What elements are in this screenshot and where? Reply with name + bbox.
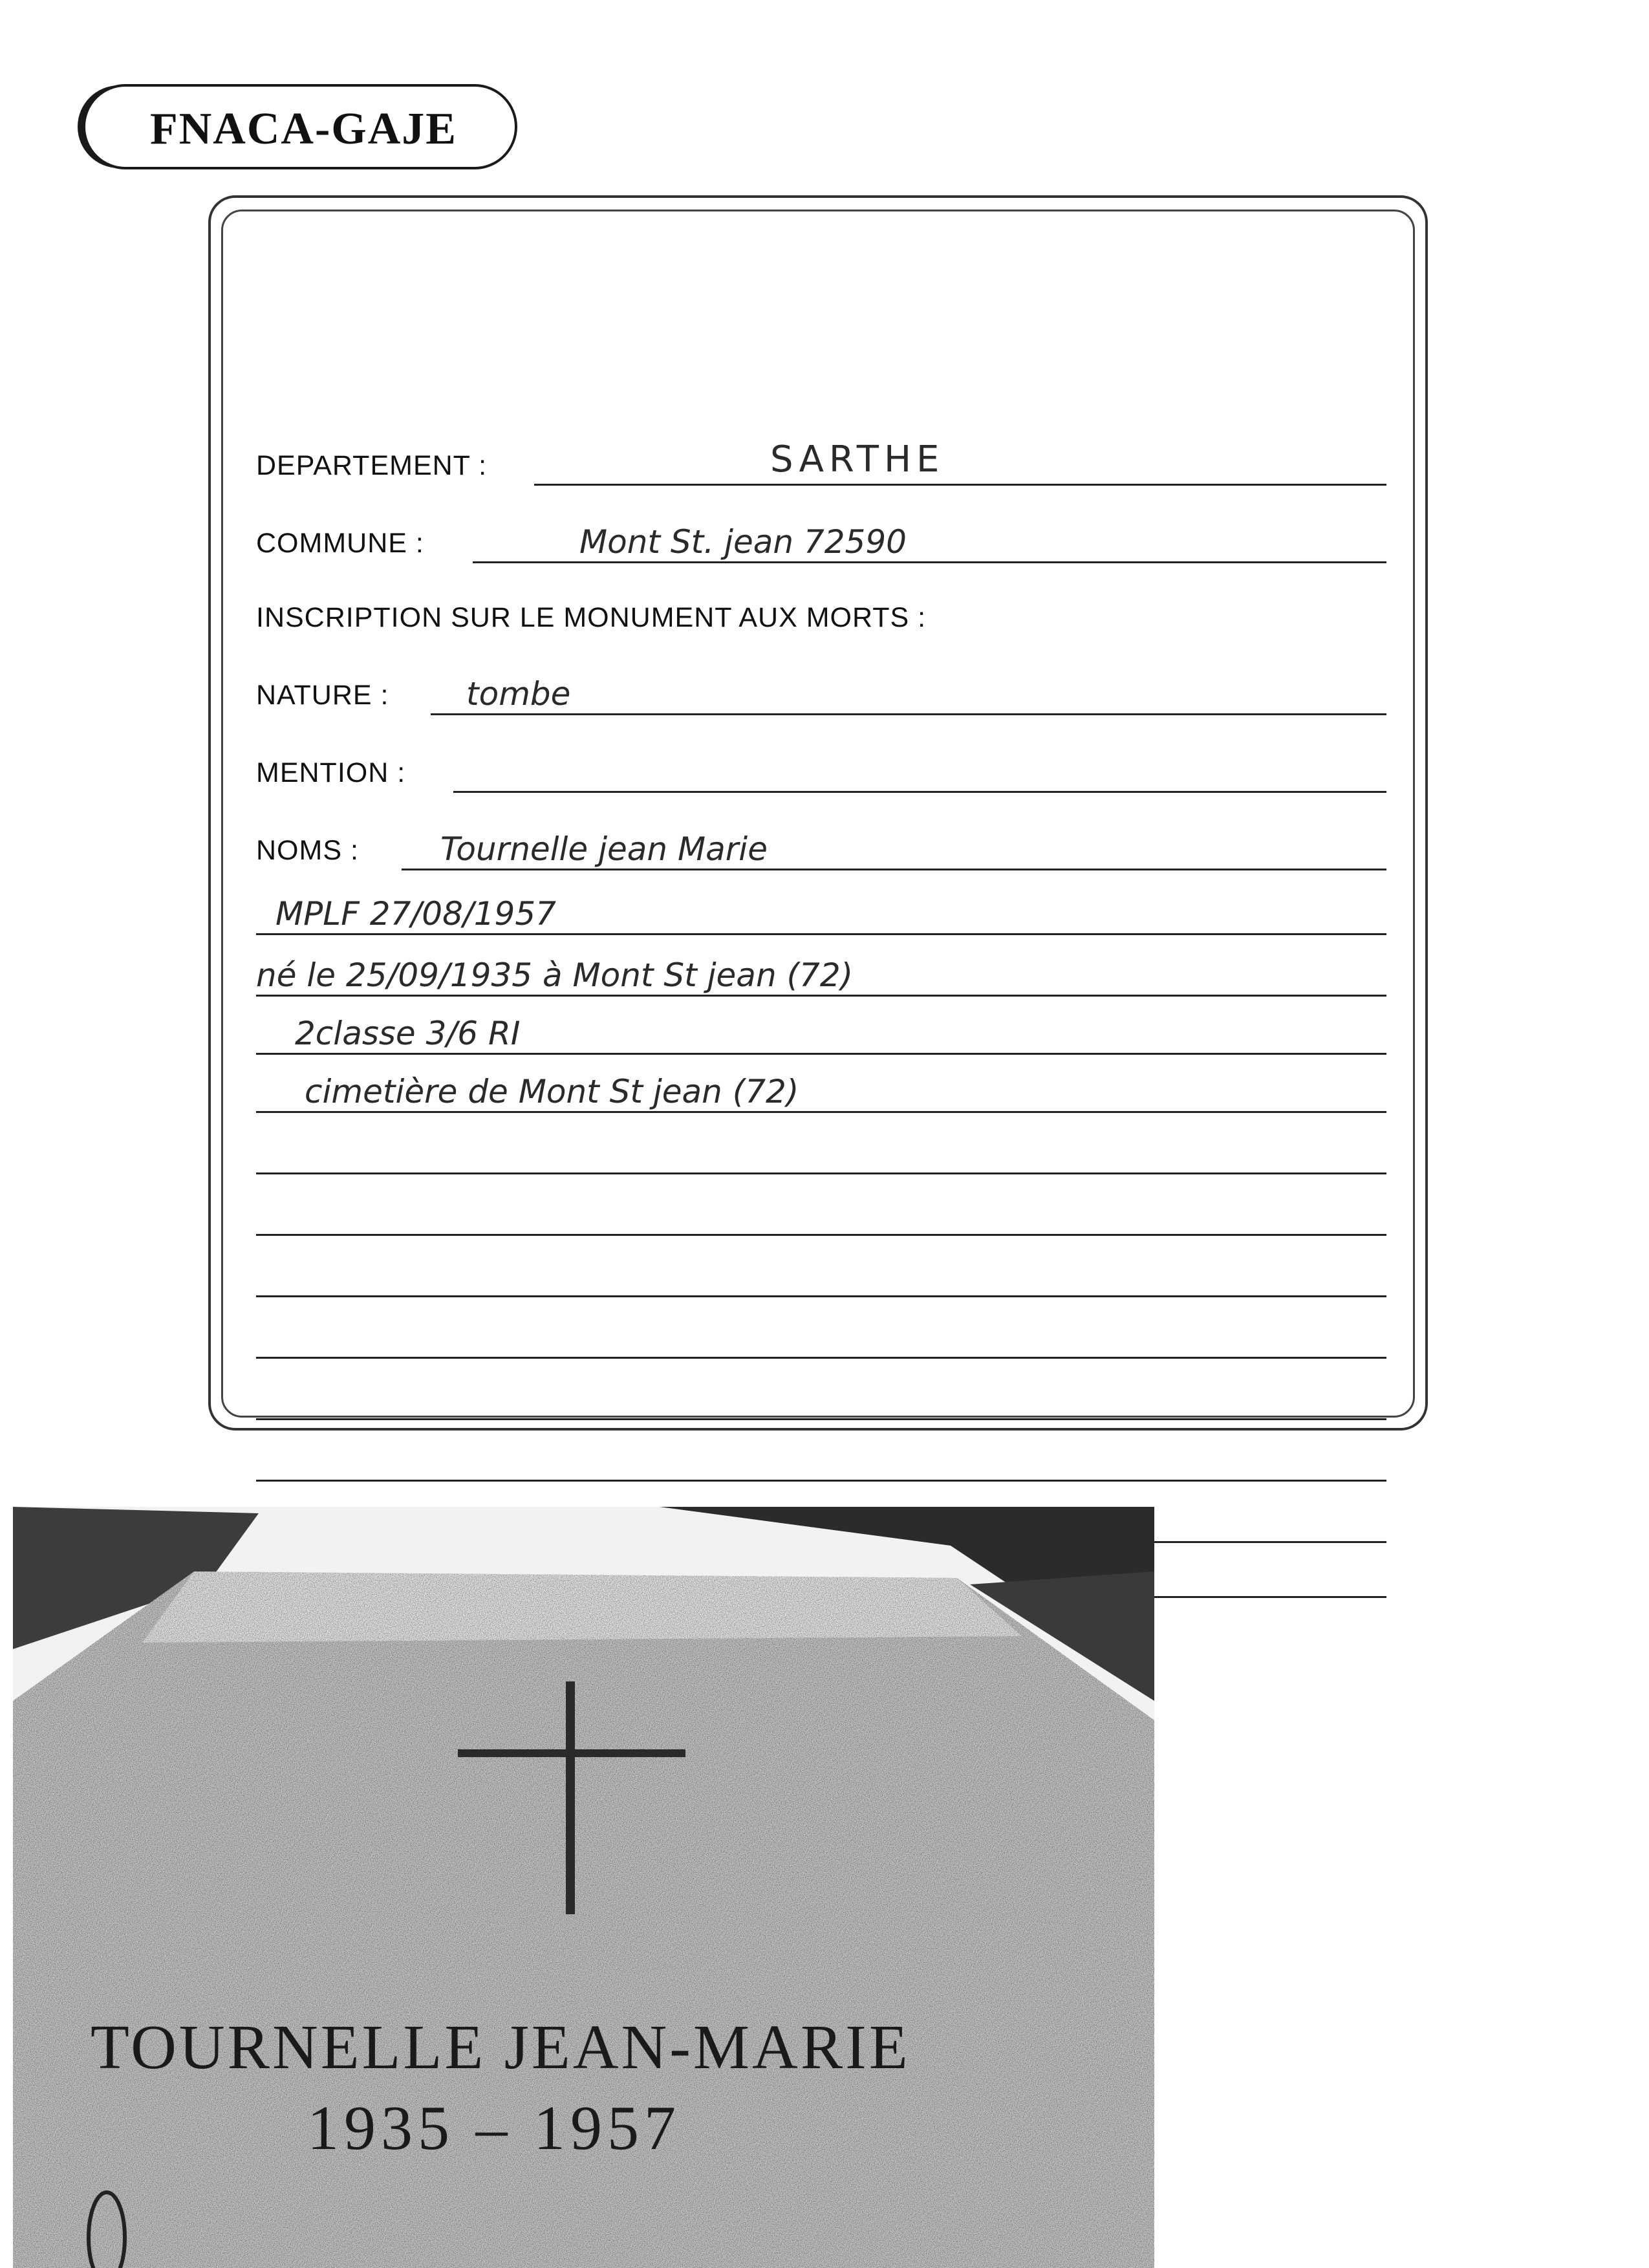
departement-row xyxy=(256,438,1386,486)
noms-detail-line: MPLF 27/08/1957 xyxy=(275,895,556,933)
grave-photo xyxy=(13,1507,1154,2268)
noms-detail-line: né le 25/09/1935 à Mont St jean (72) xyxy=(256,956,854,994)
nature-row xyxy=(256,676,1386,715)
ruled-line xyxy=(256,1443,1386,1482)
noms-label: NOMS : xyxy=(256,835,359,866)
ruled-line xyxy=(256,1320,1386,1359)
inscription-row xyxy=(256,599,1386,638)
ruled-line xyxy=(256,1197,1386,1236)
nature-value: tombe xyxy=(466,675,571,713)
ruled-line xyxy=(256,1258,1386,1297)
mention-row xyxy=(256,754,1386,793)
noms-detail-line: cimetière de Mont St jean (72) xyxy=(305,1073,799,1110)
noms-detail-line: 2classe 3/6 RI xyxy=(295,1015,521,1052)
mention-label: MENTION : xyxy=(256,757,406,788)
header-title: FNACA-GAJE xyxy=(150,104,457,154)
departement-value: SARTHE xyxy=(770,438,945,481)
nature-label: NATURE : xyxy=(256,680,389,711)
commune-value: Mont St. jean 72590 xyxy=(579,523,907,561)
noms-row xyxy=(256,832,1386,870)
ruled-line xyxy=(256,1136,1386,1174)
header-tab xyxy=(83,84,517,169)
departement-line xyxy=(534,484,1386,486)
departement-label: DEPARTEMENT : xyxy=(256,450,488,481)
commune-row xyxy=(256,524,1386,563)
ruled-line xyxy=(256,958,1386,997)
nature-line xyxy=(431,713,1386,715)
record-form-inner-border xyxy=(221,210,1415,1418)
headstone-name: TOURNELLE JEAN-MARIE xyxy=(91,2013,911,2082)
headstone-dates: 1935 – 1957 xyxy=(307,2093,681,2163)
cross-icon xyxy=(566,1681,575,1914)
noms-line xyxy=(402,869,1386,870)
noms-value: Tournelle jean Marie xyxy=(440,830,768,868)
commune-line xyxy=(473,561,1386,563)
ruled-line xyxy=(256,896,1386,935)
mention-line xyxy=(453,791,1386,793)
record-form xyxy=(208,195,1428,1431)
inscription-label: INSCRIPTION SUR LE MONUMENT AUX MORTS : xyxy=(256,602,927,633)
ruled-line xyxy=(256,1074,1386,1113)
commune-label: COMMUNE : xyxy=(256,528,424,559)
ruled-line xyxy=(256,1016,1386,1055)
ruled-line xyxy=(256,1381,1386,1420)
